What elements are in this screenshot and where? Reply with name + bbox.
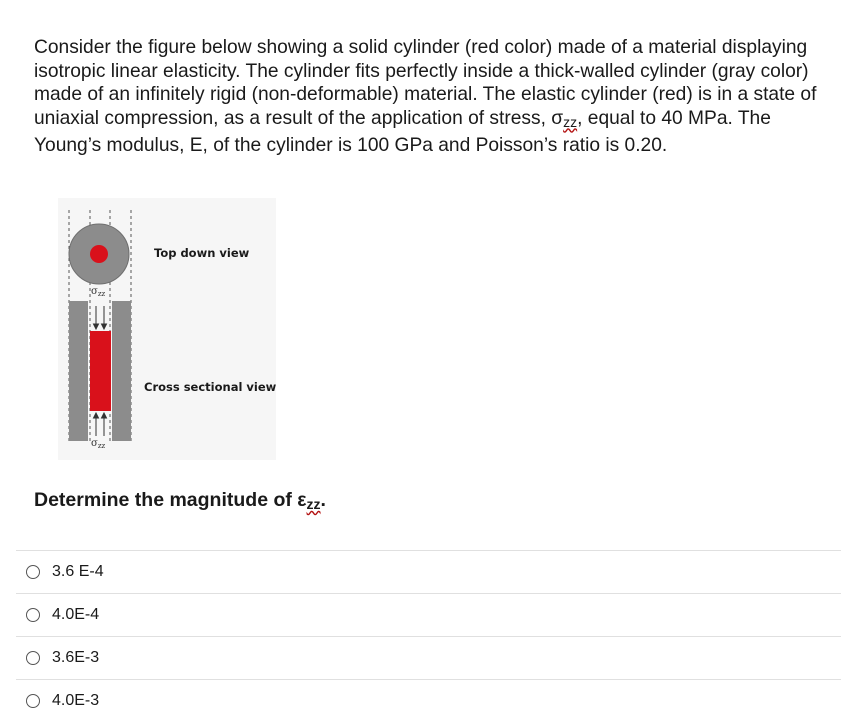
determine-suffix: . bbox=[320, 489, 326, 511]
epsilon-symbol: ε bbox=[297, 489, 307, 511]
sigma-top-subscript: zz bbox=[97, 290, 106, 298]
outer-wall-left bbox=[69, 301, 88, 441]
epsilon-subscript: zz bbox=[306, 496, 321, 512]
radio-button[interactable] bbox=[26, 651, 40, 665]
sigma-symbol: σ bbox=[551, 107, 564, 129]
answer-option-label: 3.6E-3 bbox=[52, 649, 100, 666]
answer-option[interactable] bbox=[16, 550, 841, 593]
radio-button[interactable] bbox=[26, 608, 40, 622]
question-text bbox=[34, 36, 824, 158]
answer-option-label: 3.6 E-4 bbox=[52, 563, 104, 580]
cylinder-figure bbox=[58, 198, 276, 460]
top-down-view-label: Top down view bbox=[154, 246, 250, 260]
sigma-bottom-subscript: zz bbox=[97, 442, 106, 450]
answer-options bbox=[16, 550, 841, 722]
top-stress-arrows bbox=[94, 306, 107, 329]
radio-button[interactable] bbox=[26, 565, 40, 579]
outer-wall-right bbox=[112, 301, 131, 441]
sigma-top-symbol: σ bbox=[91, 286, 98, 297]
determine-prompt bbox=[34, 489, 326, 512]
sigma-top-label bbox=[91, 286, 105, 298]
answer-option[interactable] bbox=[16, 593, 841, 636]
sigma-subscript: zz bbox=[563, 113, 578, 130]
determine-text: Determine the magnitude of bbox=[34, 489, 298, 511]
question-part1: Consider the figure below showing a solid cylinder (red color) made of a material displaying isotropic linear elasticity. The cylinder fits perfectly inside a thick-walled cylinder (gray color) made of an infinitely rigid (non-deformable) material. The elastic cylinder (red) is in a state of uniaxial compression, as a result of the application of stress, bbox=[34, 37, 817, 129]
answer-option[interactable] bbox=[16, 679, 841, 722]
cross-sectional-view-label: Cross sectional view bbox=[144, 380, 277, 394]
radio-button[interactable] bbox=[26, 694, 40, 708]
cylinder-diagram bbox=[58, 198, 276, 460]
sigma-bottom-label bbox=[91, 438, 105, 450]
inner-cylinder-top-view bbox=[90, 245, 108, 263]
bottom-stress-arrows bbox=[94, 413, 107, 436]
inner-cylinder-cross-section bbox=[90, 331, 111, 411]
answer-option-label: 4.0E-3 bbox=[52, 692, 100, 709]
sigma-bottom-symbol: σ bbox=[91, 438, 98, 449]
answer-option-label: 4.0E-4 bbox=[52, 606, 100, 623]
question-part2: , equal to 40 MPa. The Young’s modulus, E, of the cylinder is 100 GPa and Poisson’s ratio is 0.20. bbox=[34, 107, 771, 156]
answer-option[interactable] bbox=[16, 636, 841, 679]
